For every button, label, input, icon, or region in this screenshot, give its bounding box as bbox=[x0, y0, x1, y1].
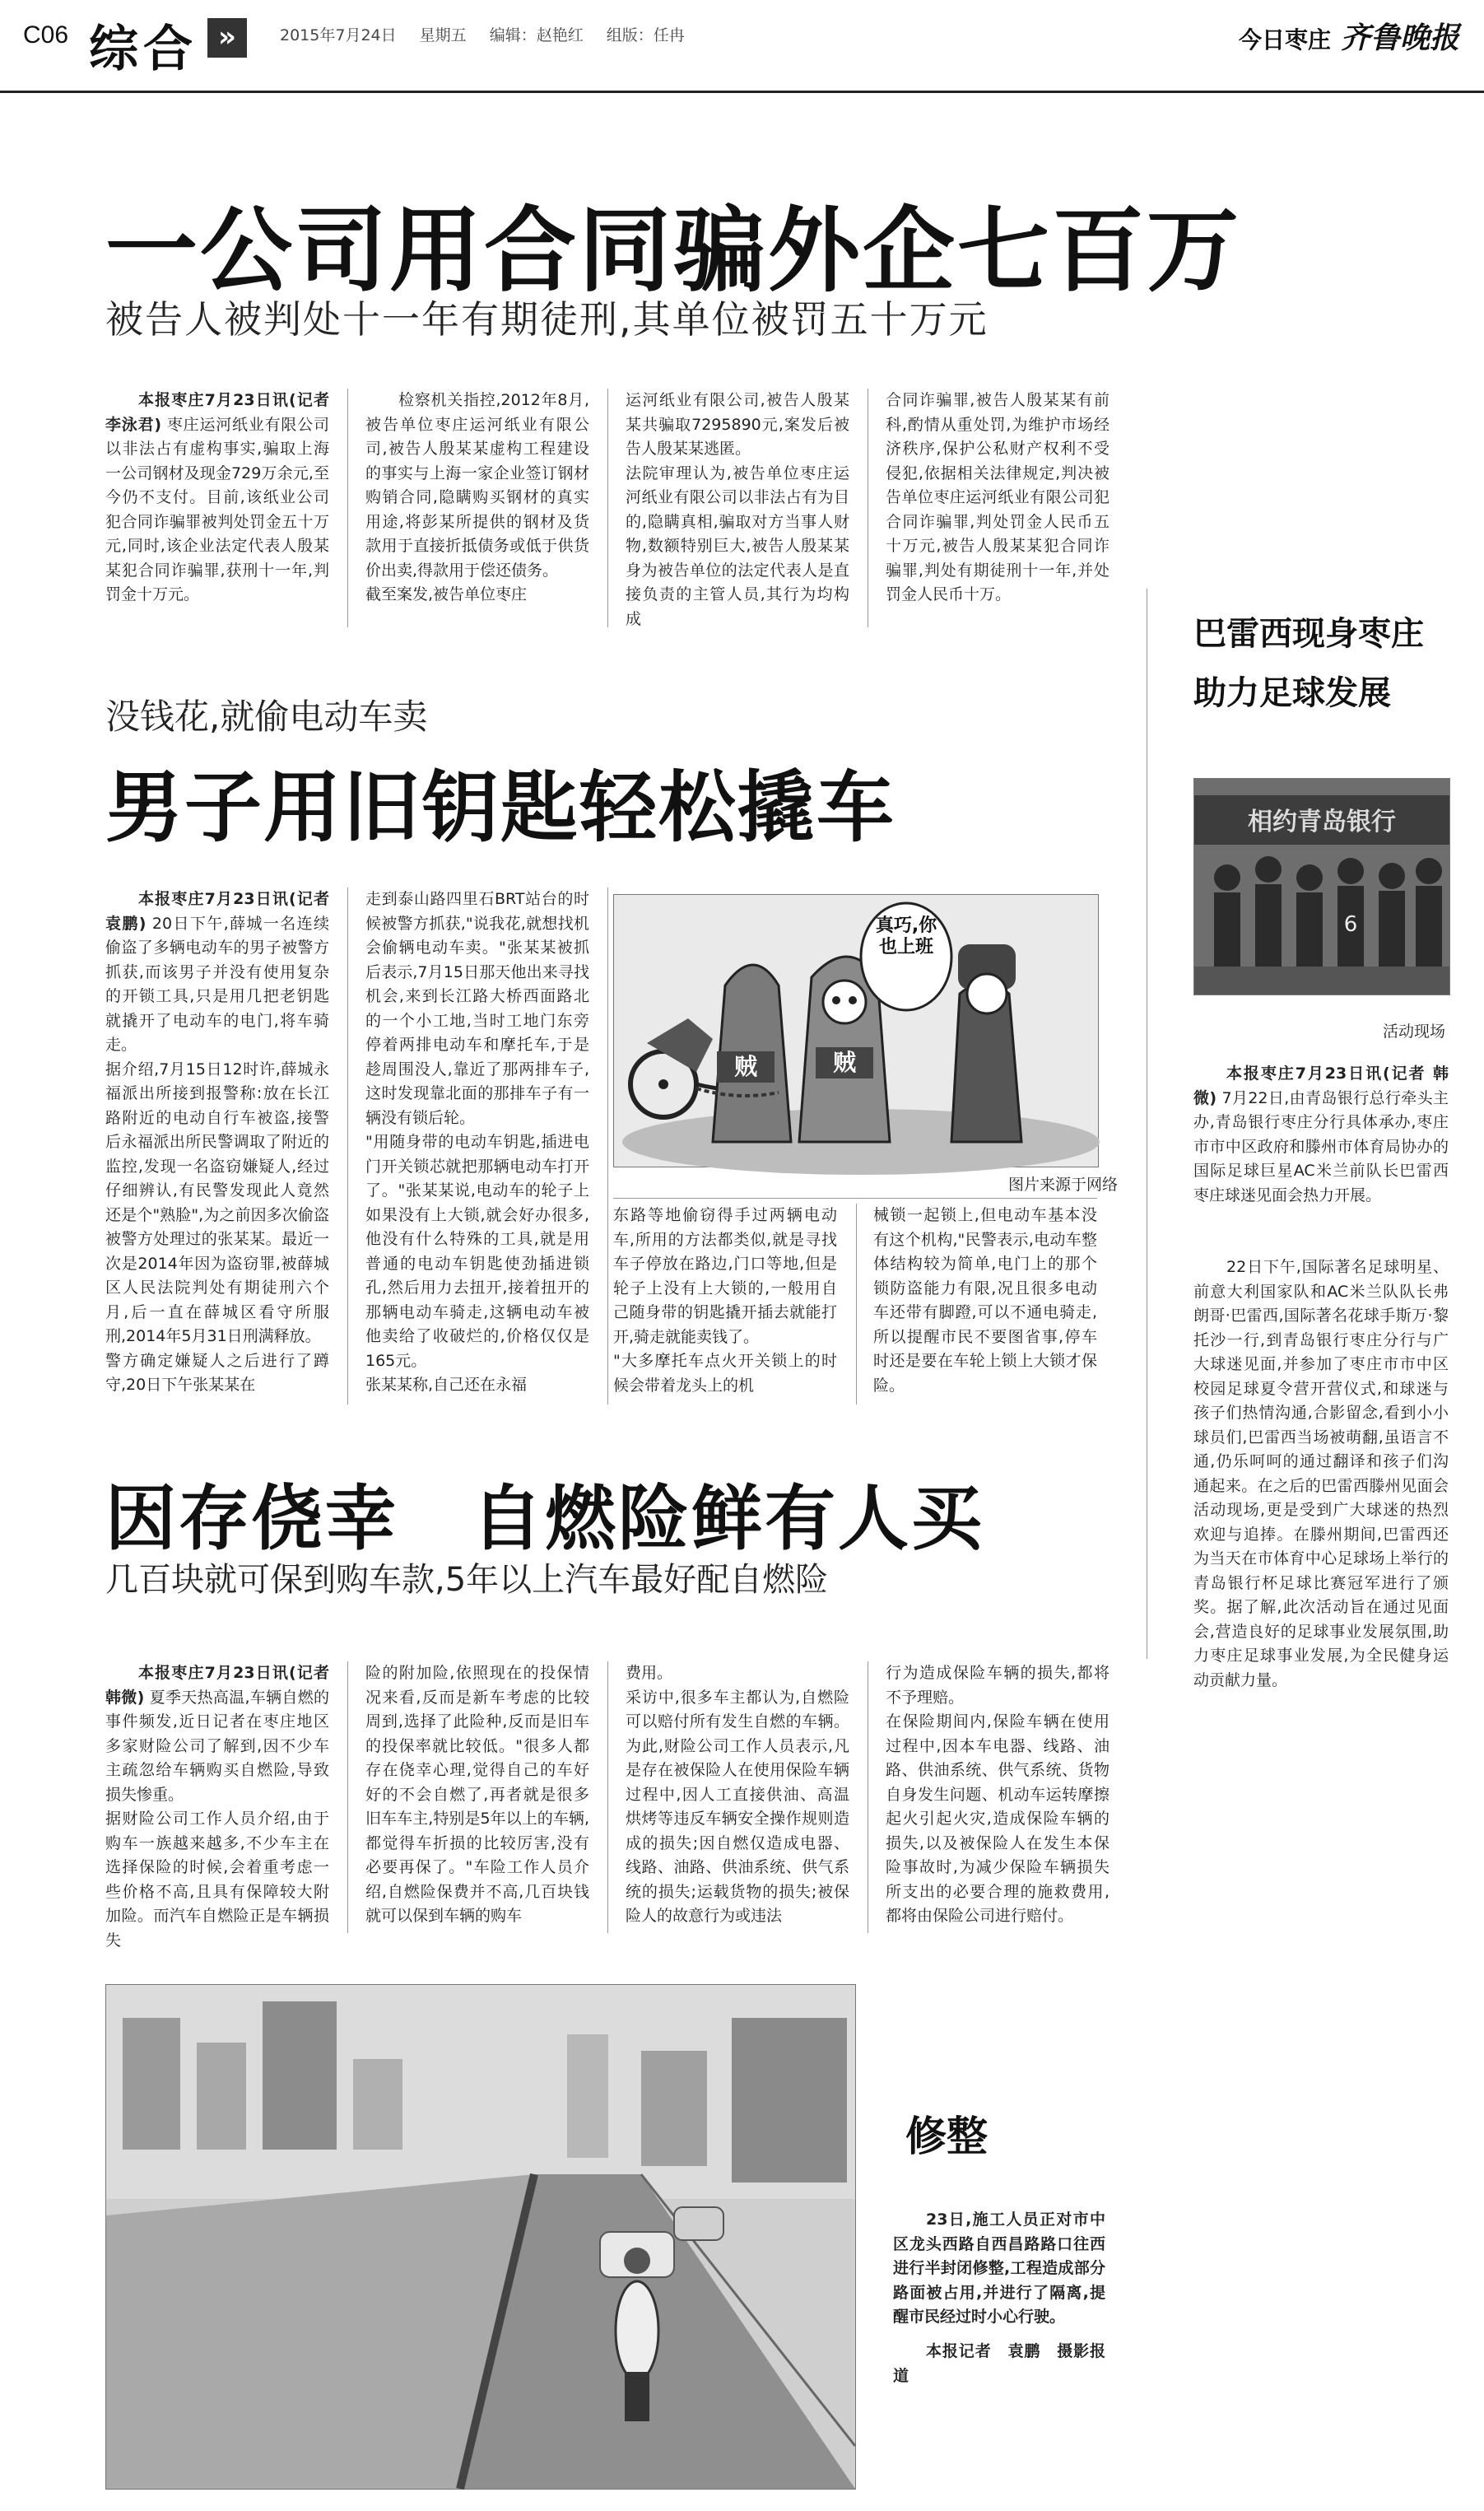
article3-title: 因存侥幸 自燃险鲜有人买 bbox=[105, 1478, 984, 1560]
article2-kicker: 没钱花,就偷电动车卖 bbox=[105, 696, 428, 737]
article3-col4: 行为造成保险车辆的损失,都将不予理赔。 在保险期间内,保险车辆在使用过程中,因本车电器、线路、油路、供油系统、供气系统、货物自身发生问题、机动车运转摩擦起火引起火灾,造成保险车辆的损失,以及被保险人在发生本保险事故时,为减少保险车辆损失所支出的必要合理的施救费用,都将由保险公司进行赔付。 bbox=[886, 1664, 1110, 1925]
issue-meta bbox=[280, 23, 703, 45]
article1-col2: 检察机关指控,2012年8月,被告单位枣庄运河纸业有限公司,被告人殷某某虚构工程建设的事实与上海一家企业签订钢材购销合同,隐瞒购买钢材的真实用途,将彭某所提供的钢材及货款用于直接折抵债务或低于供货价出卖,得款用于偿还债务。 截至案发,被告单位枣庄 bbox=[365, 391, 589, 603]
article3-col1 bbox=[105, 1661, 329, 1950]
editor-credit: 编辑：赵艳红 bbox=[489, 26, 584, 44]
image-rule bbox=[613, 1198, 1097, 1199]
page-number: C06 bbox=[23, 21, 69, 49]
article3-byline: 本报枣庄7月23日讯(记者 韩微) bbox=[105, 1664, 329, 1707]
sidebar-para1 bbox=[1193, 1062, 1449, 1208]
column-divider bbox=[607, 1661, 608, 1933]
article1-byline: 本报枣庄7月23日讯(记者 李泳君) bbox=[105, 391, 329, 434]
section-title: 综合 bbox=[89, 21, 198, 78]
road-photo-svg bbox=[106, 1985, 855, 2489]
sidebar-photo-caption: 活动现场 bbox=[1383, 1023, 1446, 1041]
sidebar-photo-svg bbox=[1194, 779, 1449, 995]
column-divider bbox=[607, 389, 608, 627]
issue-weekday: 星期五 bbox=[419, 26, 467, 44]
article2-col4: 械锁一起锁上,但电动车基本没有这个机构,"民警表示,电动车整体结构较为简单,电门上的那个锁防盗能力有限,况且很多电动车还带有脚蹬,可以不通电骑走,所以提醒市民不要图省事,停车时还是要在车轮上锁上大锁才保险。 bbox=[873, 1206, 1097, 1395]
edition-name: 今日枣庄 bbox=[1238, 26, 1331, 54]
article2-col2: 走到泰山路四里石BRT站台的时候被警方抓获,"说我花,就想找机会偷辆电动车卖。"张某某被抓后表示,7月15日那天他出来寻找机会,来到长江路大桥西面路北的一个小工地,当时工地门东旁停着两排电动车和摩托车,于是趁周围没人,靠近了那两排车子,这时发现靠北面的那排车子有一辆没有锁后轮。 "用随身带的电动车钥匙,插进电门开关锁芯就把那辆电动车打开了。"张某某说,电动车的轮子上如果没有上大锁,就会好办很多,他没有什么特殊的工具,就是用普通的电动车钥匙使劲插进锁孔,然后用力去扭开,接着扭开的那辆电动车骑走,这辆电动车被他卖给了收破烂的,价格仅仅是165元。 张某某称,自己还在永福 bbox=[365, 890, 589, 1394]
article1-col3: 运河纸业有限公司,被告人殷某某共骗取7295890元,案发后被告人殷某某逃匿。 法院审理认为,被告单位枣庄运河纸业有限公司以非法占有为目的,隐瞒真相,骗取对方当事人财物,数额特别巨大,被告人殷某某身为被告单位的法定代表人是直接负责的主管人员,其行为均构成 bbox=[626, 391, 849, 628]
cartoon-label-1: 贼 bbox=[733, 1053, 758, 1080]
article2-col3: 东路等地偷窃得手过两辆电动车,所用的方法都类似,就是寻找车子停放在路边,门口等地,但是轮子上没有上大锁的,一般用自己随身带的钥匙撬开插去就能打开,骑走就能卖钱了。 "大多摩托车点火开关锁上的时候会带着龙头上的机 bbox=[613, 1206, 837, 1395]
article2-byline: 本报枣庄7月23日讯(记者 袁鹏) bbox=[105, 890, 329, 933]
article2-title: 男子用旧钥匙轻松撬车 bbox=[105, 763, 896, 853]
article4-caption: 23日,施工人员正对市中区龙头西路自西昌路路口往西进行半封闭修整,工程造成部分路面被占用,并进行了隔离,提醒市民经过时小心行驶。 bbox=[893, 2211, 1105, 2326]
sidebar-title-line1: 巴雷西现身枣庄 bbox=[1193, 615, 1424, 653]
paper-logo: 齐鲁晚报 bbox=[1340, 21, 1459, 55]
cartoon-illustration bbox=[613, 894, 1099, 1167]
issue-date: 2015年7月24日 bbox=[280, 26, 397, 44]
cartoon-speech-text: 真巧,你也上班 bbox=[875, 915, 937, 957]
sidebar-byline: 本报枣庄7月23日讯(记者 韩微) bbox=[1193, 1064, 1449, 1107]
article1-col4: 合同诈骗罪,被告人殷某某有前科,酌情从重处罚,为维护市场经济秩序,保护公私财产权利不受侵犯,依据相关法律规定,判决被告单位枣庄运河纸业有限公司犯合同诈骗罪,判处罚金人民币五十万元,被告人殷某某犯合同诈骗罪,判处有期徒刑十一年,并处罚金人民币十万。 bbox=[886, 391, 1110, 603]
article2-col1-text: 20日下午,薛城一名连续偷盗了多辆电动车的男子被警方抓获,而该男子并没有使用复杂的开锁工具,只是用几把老钥匙就撬开了电动车的电门,将车骑走。 据介绍,7月15日12时许,薛城永福派出所接到报警称:放在长江路附近的电动自行车被盗,接警后永福派出所民警调取了附近的监控,发现一名盗窃嫌疑人,经过仔细辨认,有民警发现此人竟然还是个"熟脸",为之前因多次偷盗被警方处理过的张某某。最近一次是2014年因为盗窃罪,被薛城区人民法院判处有期徒刑六个月,后一直在薛城区看守所服刑,2014年5月31日刑满释放。 警方确定嫌疑人之后进行了蹲守,20日下午张某某在 bbox=[105, 914, 330, 1394]
road-photo bbox=[105, 1984, 856, 2490]
chevron-right-icon: » bbox=[207, 18, 247, 58]
sidebar-photo bbox=[1193, 778, 1450, 995]
article3-col3: 费用。 采访中,很多车主都认为,自燃险可以赔付所有发生自燃的车辆。为此,财险公司工作人员表示,凡是存在被保险人在使用保险车辆过程中,因人工直接供油、高温烘烤等违反车辆安全操作规则造成的损失;因自燃仅造成电器、线路、油路、供油系统、供气系统的损失;运载货物的损失;被保险人的故意行为或违法 bbox=[626, 1664, 849, 1925]
article3-col2: 险的附加险,依照现在的投保情况来看,反而是新车考虑的比较周到,选择了此险种,反而是旧车的投保率就比较低。"很多人都存在侥幸心理,觉得自己的车好好的不会自燃了,再者就是很多旧车车主,特别是5年以上的车辆,都觉得车折损的比较厉害,没有必要再保了。"车险工作人员介绍,自燃险保费并不高,几百块钱就可以保到车辆的购车 bbox=[365, 1664, 589, 1925]
sidebar-para1-text: 7月22日,由青岛银行总行牵头主办,青岛银行枣庄分行具体承办,枣庄市市中区政府和滕州市体育局协办的国际足球巨星AC米兰前队长巴雷西枣庄球迷见面会热力开展。 bbox=[1193, 1088, 1449, 1204]
column-divider bbox=[347, 887, 348, 1405]
column-divider bbox=[856, 1204, 857, 1405]
article4-title: 修整 bbox=[905, 2113, 988, 2160]
column-divider bbox=[347, 1661, 348, 1933]
masthead bbox=[1239, 15, 1459, 57]
cartoon-label-2: 贼 bbox=[832, 1049, 857, 1076]
article1-title: 一公司用合同骗外企七百万 bbox=[105, 198, 1241, 305]
sidebar-banner-text: 相约青岛银行 bbox=[1248, 808, 1396, 836]
sidebar-title-line2: 助力足球发展 bbox=[1193, 674, 1391, 712]
article4-credit: 本报记者 袁鹏 摄影报道 bbox=[893, 2342, 1105, 2385]
cartoon-credit: 图片来源于网络 bbox=[1008, 1176, 1119, 1194]
column-divider bbox=[347, 389, 348, 627]
article1-subtitle: 被告人被判处十一年有期徒刑,其单位被罚五十万元 bbox=[105, 297, 989, 342]
layout-credit: 组版：任冉 bbox=[606, 26, 685, 44]
jersey-number: 6 bbox=[1343, 912, 1358, 937]
column-divider bbox=[607, 887, 608, 1405]
article1-col1 bbox=[105, 389, 329, 627]
article3-col1-text: 夏季天热高温,车辆自燃的事件频发,近日记者在枣庄地区多家财险公司了解到,因不少车主疏忽给车辆购买自燃险,导致损失惨重。 据财险公司工作人员介绍,由于购车一族越来越多,不少车主在选择保险的时候,会着重考虑一些价格不高,且具有保障较大附加险。而汽车自燃险正是车辆损失 bbox=[105, 1688, 329, 1950]
sidebar-para2: 22日下午,国际著名足球明星、前意大利国家队和AC米兰队队长弗朗哥·巴雷西,国际著名花球手斯万·黎托沙一行,到青岛银行枣庄分行与广大球迷见面,并参加了枣庄市市中区校园足球夏令营开营仪式,和球迷与孩子们热情沟通,合影留念,看到小小球员们,巴雷西当场被萌翻,虽语言不通,仍乐呵呵的通过翻译和孩子们沟通起来。在之后的巴雷西滕州见面会活动现场,更是受到广大球迷的热烈欢迎与追捧。在滕州期间,巴雷西还为当天在市体育中心足球场上举行的青岛银行杯足球比赛冠军进行了颁奖。据了解,此次活动旨在通过见面会,营造良好的足球事业发展氛围,助力枣庄足球事业发展,为全民健身运动贡献力量。 bbox=[1193, 1258, 1449, 1689]
cartoon-svg bbox=[614, 895, 1098, 1167]
article2-col1 bbox=[105, 887, 329, 1405]
article1-col1-text: 枣庄运河纸业有限公司以非法占有虚构事实,骗取上海一公司钢材及现金729万余元,至今仍不支付。目前,该纸业公司犯合同诈骗罪被判处罚金五十万元,同时,该企业法定代表人殷某某犯合同诈骗罪,获刑十一年,判罚金十万元。 bbox=[105, 415, 329, 603]
article3-subtitle: 几百块就可保到购车款,5年以上汽车最好配自燃险 bbox=[105, 1561, 829, 1599]
